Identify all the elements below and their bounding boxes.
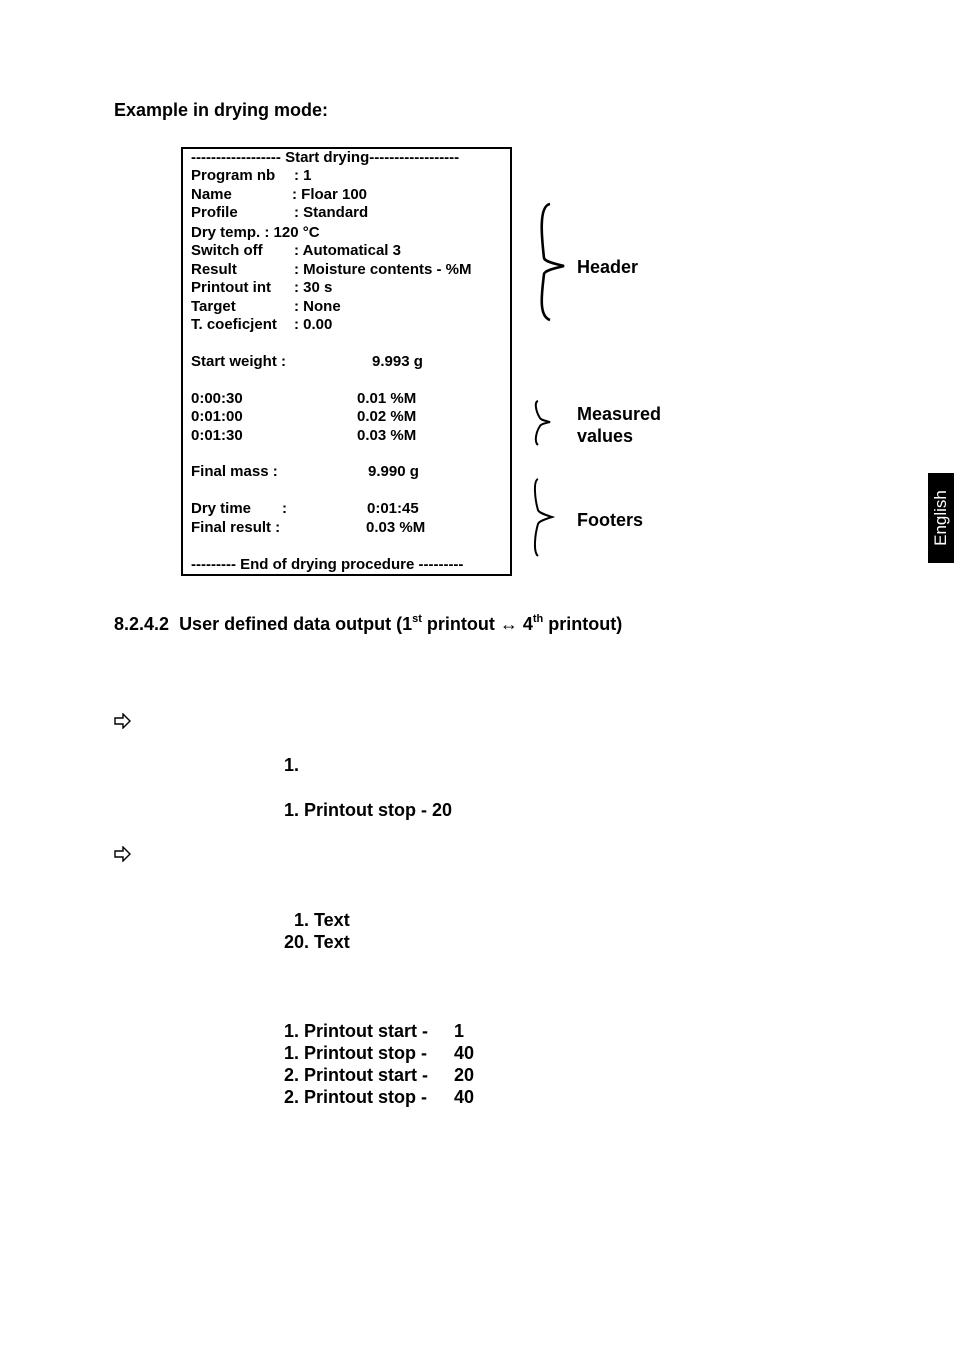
field-label: Switch off [191,242,263,259]
printout-row-label: 1. Printout stop - [284,1043,427,1063]
field-value: : Floar 100 [292,186,368,203]
field-value: : Automatical 3 [294,242,401,259]
printout-row-value: 40 [454,1043,475,1063]
field-value: : 0.00 [294,316,333,333]
field-label: Result [191,261,237,278]
final-result-value: 0.03 %M [366,519,426,536]
field-label: Program nb [191,167,276,184]
step-one: 1. [284,755,300,775]
subsection-text: printout ↔ 4 [421,614,533,634]
field-value: : Standard [294,204,369,221]
superscript: th [532,613,544,625]
footers-annotation: Footers [577,510,644,530]
field-label: T. coeficjent [191,316,277,333]
subsection-text: User defined data output (1 [179,614,413,634]
superscript: st [412,613,422,625]
start-drying-line: ------------------ Start drying------------------ [191,149,460,166]
printout-row-label: 1. Printout start - [284,1021,429,1041]
field-value: : None [294,298,341,315]
measured-annotation-line2: values [577,426,634,446]
start-weight-value: 9.993 g [372,353,423,370]
printout-example [181,147,512,576]
final-mass-label: Final mass : [191,463,278,480]
printout-stop-example: 1. Printout stop - 20 [284,800,453,820]
measured-values-brace-icon [530,398,560,450]
header-brace-icon [532,200,576,325]
arrow-right-icon [114,713,132,729]
dry-time-value: 0:01:45 [367,500,419,517]
measured-annotation-line1: Measured [577,404,662,424]
field-value: : 1 [294,167,312,184]
printout-row-value: 40 [454,1087,475,1107]
field-label: Dry temp. : 120 °C [191,224,320,241]
header-annotation: Header [577,257,639,277]
measurement-value: 0.03 %M [357,427,417,444]
language-tab [928,473,954,563]
subsection-text: printout) [543,614,623,634]
arrow-right-icon [114,846,132,862]
field-label: Printout int [191,279,271,296]
measurement-value: 0.02 %M [357,408,417,425]
field-value: : 30 s [294,279,333,296]
field-value: : Moisture contents - %M [294,261,472,278]
field-label: Profile [191,204,238,221]
language-tab-label: English [931,490,950,546]
text-line-20: 20. Text [284,932,350,952]
end-drying-line: --------- End of drying procedure --------- [191,556,464,573]
dry-time-label: Dry time [191,500,252,517]
text-line-1: 1. Text [294,910,350,930]
measurement-time: 0:01:30 [191,427,243,444]
start-weight-label: Start weight : [191,353,287,370]
subsection-heading [114,614,622,635]
measurement-time: 0:01:00 [191,408,243,425]
final-mass-value: 9.990 g [368,463,419,480]
dry-time-colon: : [282,500,287,517]
printout-row-value: 1 [454,1021,465,1041]
footers-brace-icon [528,476,560,560]
printout-row-label: 2. Printout start - [284,1065,429,1085]
section-heading: Example in drying mode: [114,100,329,120]
measurement-value: 0.01 %M [357,390,417,407]
field-label: Target [191,298,236,315]
printout-row-value: 20 [454,1065,475,1085]
subsection-number: 8.2.4.2 [114,614,170,634]
final-result-label: Final result : [191,519,281,536]
field-label: Name [191,186,232,203]
printout-row-label: 2. Printout stop - [284,1087,427,1107]
measurement-time: 0:00:30 [191,390,243,407]
